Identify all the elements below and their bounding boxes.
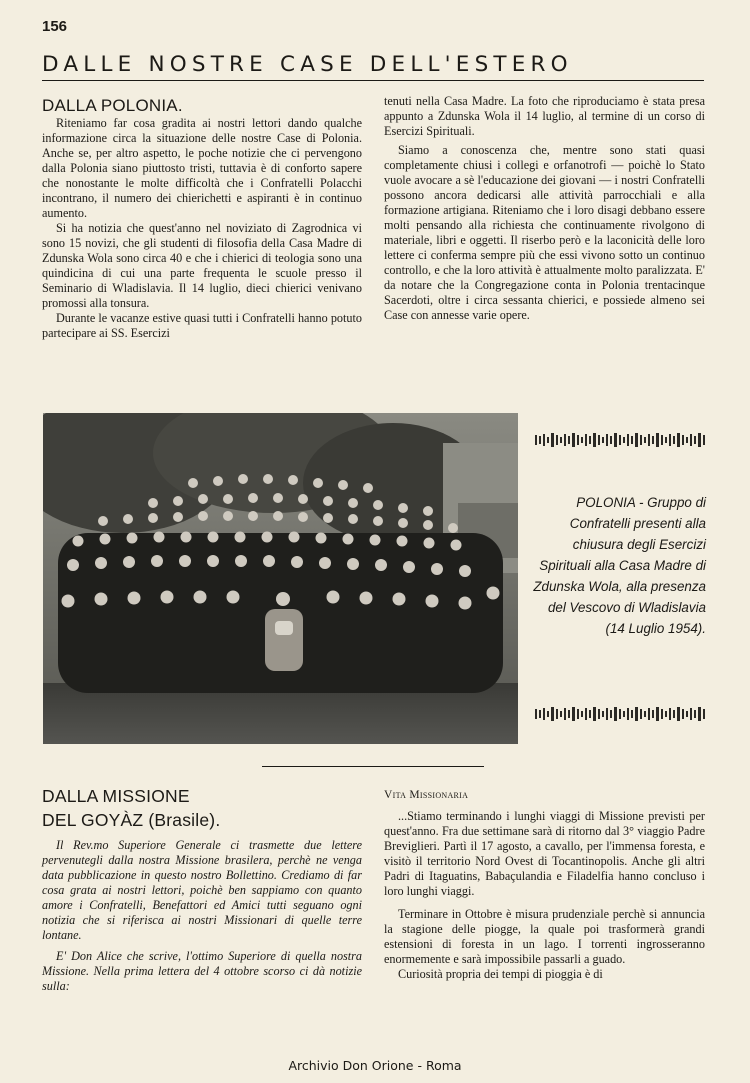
banner-heading: DALLE NOSTRE CASE DELL'ESTERO: [42, 52, 573, 77]
kicker-vita-missionaria: Vita Missionaria: [384, 789, 469, 801]
group-photo: [43, 413, 518, 744]
paragraph: Curiosità propria dei tempi di pioggia è di: [398, 967, 603, 981]
banner-rule: [42, 80, 704, 81]
ornament-top: [535, 432, 705, 448]
section-title-polonia: DALLA POLONIA.: [42, 96, 183, 115]
brasile-left-column: [42, 838, 362, 994]
section-divider: [262, 766, 484, 767]
paragraph: Terminare in Ottobre è misura prudenziale perchè si annuncia la stagione delle piogge, la quale poi trasformerà grandi estensioni di foresta in un lago. I torrenti ingrosseranno enormemente e sarà impossibile passarli a guado.: [384, 907, 705, 966]
brasile-right-column: [384, 788, 705, 982]
polonia-right-column: [384, 94, 705, 323]
paragraph: ...Stiamo terminando i lunghi viaggi di Missione previsti per quest'anno. Fra due settimane sarà di ritorno dal 3° viaggio Padre Breviglieri. Partì il 17 agosto, a cavallo, per l'immensa foresta, e visitò il territorio Nord Ovest di Tocantinopolis. Anche gli altri Padri di Itaguatins, Babaçulandia e Filadelfia hanno concluso i loro lunghi viaggi.: [384, 809, 705, 898]
paragraph: Durante le vacanze estive quasi tutti i Confratelli hanno potuto partecipare ai SS. Esercizi: [42, 311, 362, 340]
paragraph: Siamo a conoscenza che, mentre sono stati quasi completamente chiusi i collegi e orfanotrofi — poichè lo Stato vuole avocare a sè l'educazione dei giovani — i nostri Confratelli possono ancora dedicarsi alle attività parrocchiali e alla formazione artigiana. Riteniamo che i loro disagi debbano essere molti pensando alla richiesta che continuamente rivolgono di materiale, libri e oggetti. Il riserbo però e la laconicità delle loro lettere ci conferma sempre più che essi vivono sotto un continuo controllo, e che la loro attività è attualmente molto paralizzata. E' da notare che la Congregazione conta in Polonia trentacinque Sacerdoti, oltre i circa sessanta chierici, e possiede almeno sei Case con annesse varie opere.: [384, 143, 705, 322]
ornament-bottom: [535, 706, 705, 722]
polonia-left-column: [42, 116, 362, 341]
paragraph: Si ha notizia che quest'anno nel noviziato di Zagrodnica vi sono 15 novizi, che gli studenti di filosofia della Casa Madre di Zdunska Wola sono circa 40 e che i chierici di teologia sono una quindicina di cui una parte frequenta le scuole presso il Seminario di Wladislavia. Il 14 luglio, dieci chierici venivano promossi alla tonsura.: [42, 221, 362, 310]
section-title-brasile-line2: DEL GOYÀZ (Brasile).: [42, 810, 221, 830]
archive-footer: Archivio Don Orione - Roma: [288, 1058, 462, 1073]
paragraph: E' Don Alice che scrive, l'ottimo Superiore di quella nostra Missione. Nella prima lettera del 4 ottobre scorso ci dà notizie sulla:: [42, 949, 362, 993]
photo-caption: POLONIA - Gruppo di Confratelli presenti alla chiusura degli Esercizi Spirituali alla Casa Madre di Zdunska Wola, alla presenza del Vescovo di Wladislavia (14 Luglio 1954).: [533, 495, 706, 636]
paragraph: Il Rev.mo Superiore Generale ci trasmette due lettere pervenutegli dalla nostra Missione brasilera, perchè ne venga data pubblicazione in questo nostro Bollettino. Crediamo di far cosa grata ai nostri lettori, poichè ben sappiamo con quanto amore i Confratelli, Benefattori ed Amici tutti seguano ogni notizia che si riferisca ai nostri Missionari di quelle terre lontane.: [42, 838, 362, 942]
group-photo-illustration: [43, 413, 518, 744]
paragraph: tenuti nella Casa Madre. La foto che riproduciamo è stata presa appunto a Zdunska Wola il 14 luglio, al termine di un corso di Esercizi Spirituali.: [384, 94, 705, 138]
section-title-brasile-line1: DALLA MISSIONE: [42, 786, 190, 806]
page-number: 156: [42, 18, 68, 35]
paragraph: Riteniamo far cosa gradita ai nostri lettori dando qualche informazione circa la situazione delle nostre Case di Polonia. Anche se, per altro aspetto, le poche notizie che ci pervengono dalla Polonia siano piuttosto tristi, tuttavia è di conforto sapere che nonostante le molte difficoltà che i Confratelli Polacchi incontrano, il numero dei chierichetti e aspiranti è in continuo aumento.: [42, 116, 362, 220]
